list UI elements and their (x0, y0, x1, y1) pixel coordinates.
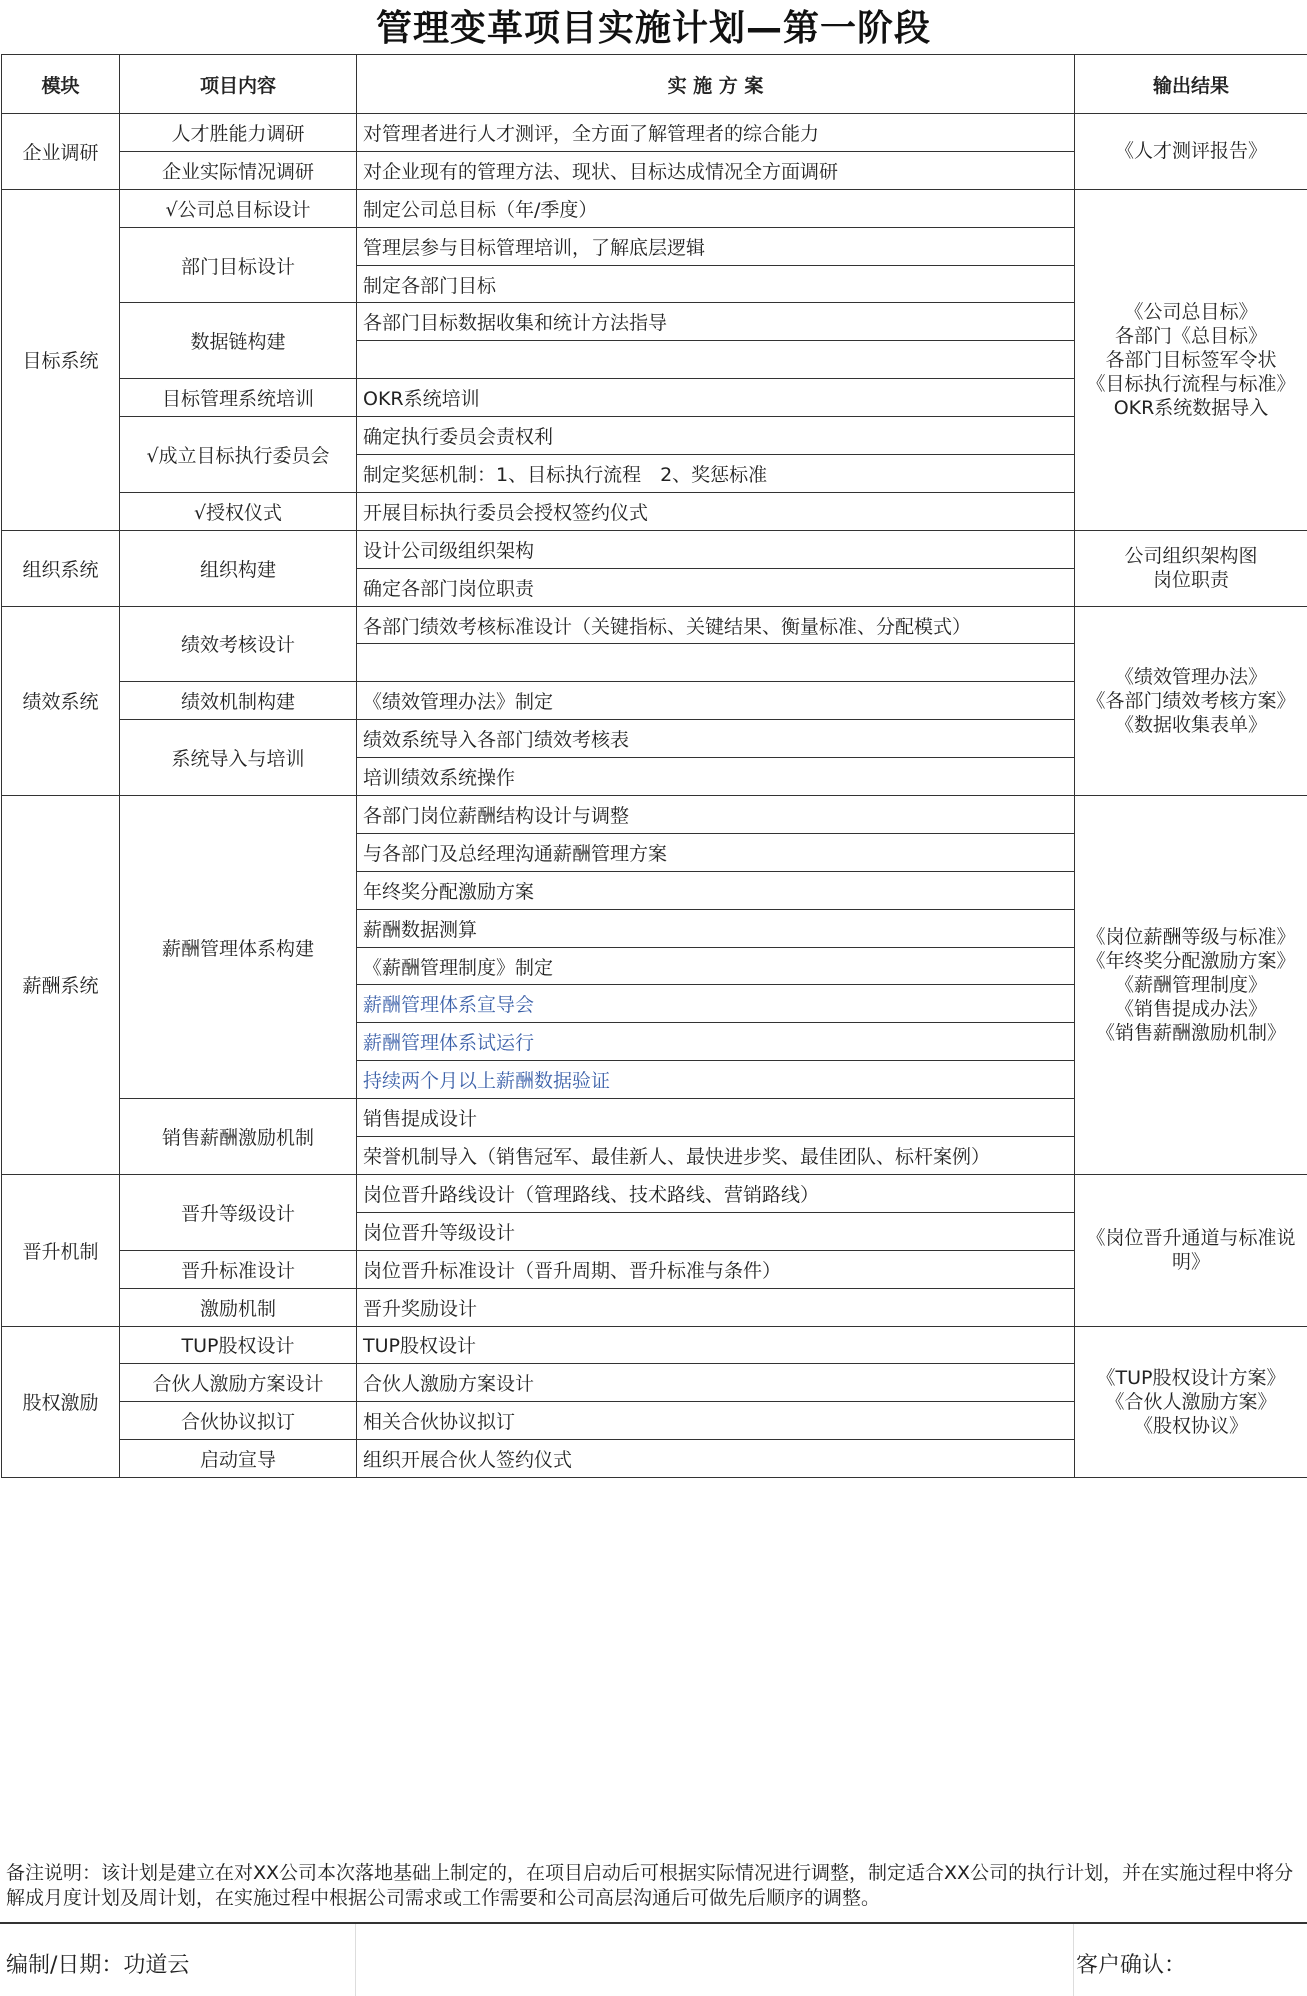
plan-cell: 制定各部门目标 (357, 265, 1075, 303)
plan-cell (357, 341, 1075, 379)
plan-cell: 薪酬数据测算 (357, 909, 1075, 947)
module-cell: 绩效系统 (2, 606, 120, 795)
item-cell: 合伙协议拟订 (120, 1402, 357, 1440)
plan-cell: 薪酬管理体系宣导会 (357, 985, 1075, 1023)
plan-cell: OKR系统培训 (357, 379, 1075, 417)
plan-cell: 薪酬管理体系试运行 (357, 1023, 1075, 1061)
table-row (2, 1326, 1307, 1364)
output-cell: 《TUP股权设计方案》 《合伙人激励方案》 《股权协议》 (1075, 1326, 1307, 1478)
item-cell: 目标管理系统培训 (120, 379, 357, 417)
item-cell: 企业实际情况调研 (120, 151, 357, 189)
item-cell: √公司总目标设计 (120, 189, 357, 227)
item-cell: 合伙人激励方案设计 (120, 1364, 357, 1402)
plan-cell: 培训绩效系统操作 (357, 758, 1075, 796)
item-cell: 数据链构建 (120, 303, 357, 379)
table-row (2, 796, 1307, 834)
plan-cell: 持续两个月以上薪酬数据验证 (357, 1061, 1075, 1099)
item-cell: 绩效考核设计 (120, 606, 357, 682)
prepared-by-label: 编制/日期：功道云 (6, 1948, 189, 1979)
plan-cell: 《绩效管理办法》制定 (357, 682, 1075, 720)
output-cell: 公司组织架构图 岗位职责 (1075, 530, 1307, 606)
page-title: 管理变革项目实施计划—第一阶段 (0, 0, 1307, 58)
item-cell: 销售薪酬激励机制 (120, 1099, 357, 1175)
plan-cell: 年终奖分配激励方案 (357, 871, 1075, 909)
module-cell: 企业调研 (2, 114, 120, 190)
plan-cell: 对企业现有的管理方法、现状、目标达成情况全方面调研 (357, 151, 1075, 189)
table-row (2, 530, 1307, 568)
output-cell: 《岗位薪酬等级与标准》 《年终奖分配激励方案》 《薪酬管理制度》 《销售提成办法》 《销售薪酬激励机制》 (1075, 796, 1307, 1175)
output-cell: 《绩效管理办法》 《各部门绩效考核方案》 《数据收集表单》 (1075, 606, 1307, 795)
table-row (2, 189, 1307, 227)
module-cell: 股权激励 (2, 1326, 120, 1478)
plan-cell: 组织开展合伙人签约仪式 (357, 1440, 1075, 1478)
module-cell: 目标系统 (2, 189, 120, 530)
plan-cell: 销售提成设计 (357, 1099, 1075, 1137)
header-item: 项目内容 (120, 55, 357, 114)
plan-cell: 各部门目标数据收集和统计方法指导 (357, 303, 1075, 341)
header-plan: 实 施 方 案 (357, 55, 1075, 114)
plan-cell: 各部门绩效考核标准设计（关键指标、关键结果、衡量标准、分配模式） (357, 606, 1075, 644)
module-cell: 晋升机制 (2, 1174, 120, 1326)
plan-cell: 对管理者进行人才测评，全方面了解管理者的综合能力 (357, 114, 1075, 152)
plan-cell: 《薪酬管理制度》制定 (357, 947, 1075, 985)
item-cell: 晋升等级设计 (120, 1174, 357, 1250)
table-row (2, 606, 1307, 644)
plan-cell: 确定执行委员会责权利 (357, 417, 1075, 455)
plan-cell: 开展目标执行委员会授权签约仪式 (357, 492, 1075, 530)
table-row (2, 1174, 1307, 1212)
item-cell: 人才胜能力调研 (120, 114, 357, 152)
plan-cell: 岗位晋升路线设计（管理路线、技术路线、营销路线） (357, 1174, 1075, 1212)
plan-cell: 制定奖惩机制：1、目标执行流程 2、奖惩标准 (357, 455, 1075, 493)
item-cell: 晋升标准设计 (120, 1250, 357, 1288)
module-cell: 组织系统 (2, 530, 120, 606)
plan-cell (357, 644, 1075, 682)
output-cell: 《人才测评报告》 (1075, 114, 1307, 190)
header-output: 输出结果 (1075, 55, 1307, 114)
plan-cell: 岗位晋升等级设计 (357, 1212, 1075, 1250)
item-cell: 启动宣导 (120, 1440, 357, 1478)
item-cell: 系统导入与培训 (120, 720, 357, 796)
item-cell: TUP股权设计 (120, 1326, 357, 1364)
header-module: 模块 (2, 55, 120, 114)
plan-cell: 相关合伙协议拟订 (357, 1402, 1075, 1440)
item-cell: 绩效机制构建 (120, 682, 357, 720)
output-cell: 《公司总目标》 各部门《总目标》 各部门目标签军令状 《目标执行流程与标准》 OKR系统数据导入 (1075, 189, 1307, 530)
plan-cell: 与各部门及总经理沟通薪酬管理方案 (357, 833, 1075, 871)
item-cell: √授权仪式 (120, 492, 357, 530)
plan-cell: 各部门岗位薪酬结构设计与调整 (357, 796, 1075, 834)
plan-cell: 荣誉机制导入（销售冠军、最佳新人、最快进步奖、最佳团队、标杆案例） (357, 1137, 1075, 1175)
plan-cell: 制定公司总目标（年/季度） (357, 189, 1075, 227)
implementation-plan-table (1, 54, 1307, 1478)
item-cell: 部门目标设计 (120, 227, 357, 303)
plan-cell: 管理层参与目标管理培训，了解底层逻辑 (357, 227, 1075, 265)
plan-cell: 晋升奖励设计 (357, 1288, 1075, 1326)
plan-cell: 确定各部门岗位职责 (357, 568, 1075, 606)
plan-cell: 岗位晋升标准设计（晋升周期、晋升标准与条件） (357, 1250, 1075, 1288)
table-row (2, 114, 1307, 152)
remarks-note: 备注说明：该计划是建立在对XX公司本次落地基础上制定的，在项目启动后可根据实际情况进行调整，制定适合XX公司的执行计划，并在实施过程中将分解成月度计划及周计划，在实施过程中根据公司需求或工作需要和公司高层沟通后可做先后顺序的调整。 (6, 1861, 1302, 1911)
output-cell: 《岗位晋升通道与标准说明》 (1075, 1174, 1307, 1326)
plan-cell: 合伙人激励方案设计 (357, 1364, 1075, 1402)
client-confirm-label: 客户确认： (1076, 1948, 1186, 1979)
plan-cell: 设计公司级组织架构 (357, 530, 1075, 568)
plan-cell: TUP股权设计 (357, 1326, 1075, 1364)
item-cell: 组织构建 (120, 530, 357, 606)
item-cell: 激励机制 (120, 1288, 357, 1326)
plan-cell: 绩效系统导入各部门绩效考核表 (357, 720, 1075, 758)
item-cell: 薪酬管理体系构建 (120, 796, 357, 1099)
table-header-row (2, 55, 1307, 114)
module-cell: 薪酬系统 (2, 796, 120, 1175)
item-cell: √成立目标执行委员会 (120, 417, 357, 493)
footer (0, 1922, 1307, 1996)
